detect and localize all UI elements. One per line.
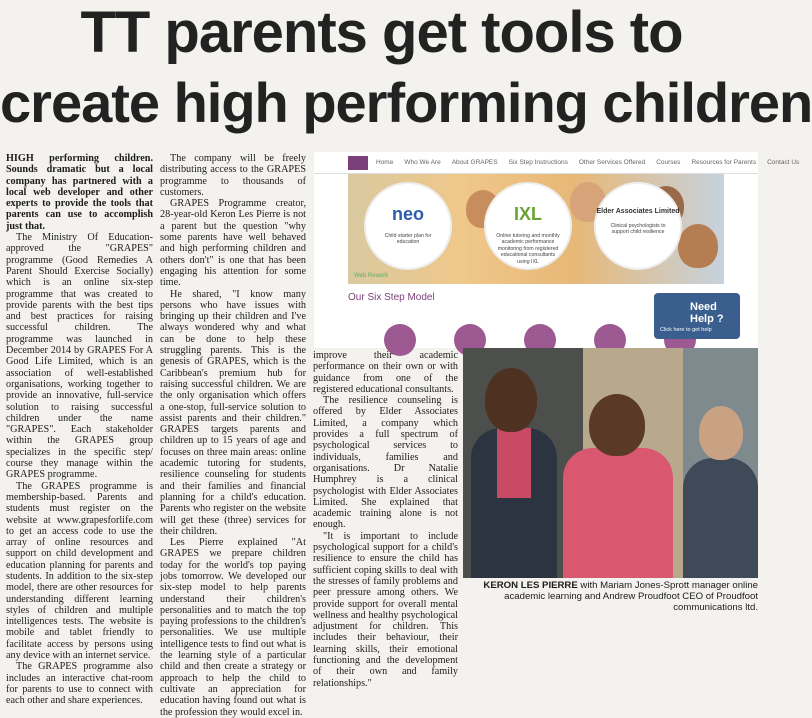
col1-paragraph: The Ministry Of Education-approved the "GRAPES" programme (Good Remedies A Parent Should Exercise Socially) which is an online six-step programme that was created to provide parents with the best tips and best practices for raising successful children. The programme was launched in December 2014 by GRAPES For A Good Life Limited, which is an association of well-established organisations, working together to provide an innovative, full-service solution to raising successful children under the name "GRAPES". Each stakeholder within the GRAPES group specializes in the specific step/ course they manage within the GRAPES programme. [6,232,153,481]
website-banner [348,174,724,284]
nav-item: Resources for Parents [691,159,757,166]
article-photo [463,348,758,578]
partner-desc: Clinical psychologists to support child resilience [610,223,666,236]
photo-caption [462,580,758,613]
headline-line-1: TT parents get tools to [80,0,683,65]
col1-paragraph: The GRAPES programme also includes an interactive chat-room for parents to use to connect with each other and share experiences. [6,661,153,707]
need-help-widget [654,293,740,339]
grapes-website-screenshot [314,152,800,348]
col2-paragraph: The company will be freely distributing access to the GRAPES programme to thousands of customers. [160,153,306,198]
partner-desc: Online tutoring and monthly academic performance monitoring from registered educational consultants using IXL [496,233,560,265]
col3-paragraph: improve their academic performance on their own or with guidance from one of the registered educational consultants. [313,350,458,395]
need-help-subtitle: Click here to get help [660,327,712,333]
partner-brand: Elder Associates Limited [596,208,680,215]
grapes-logo [348,156,368,170]
caption-name: KERON LES PIERRE [483,580,578,591]
web-watermark: Web Rework [354,273,389,279]
caption-text: with Mariam Jones-Sprott manager online academic learning and Andrew Proudfoot CEO of Proudfoot communications ltd. [504,580,758,613]
col1-paragraph: The GRAPES programme is membership-based. Parents and students must register on the website at www.grapesforlife.com to get an access code to use the array of online resources and support on child development and education planning for parents and students. In addition to the six-step model, there are other resources for understanding different learning styles of children and multiple intelligences tests. The website is mobile and tablet friendly to facilitate access by persons using any device with an internet service. [6,480,153,662]
headline-line-2: create high performing children [0,71,812,134]
nav-item: Six Step Instructions [508,159,568,166]
article-lead: HIGH performing children. Sounds dramatic but a local company has partnered with a local web developer and other experts to provide the tools that parents can use to accomplish just that. [6,153,153,232]
nav-item: Other Services Offered [578,159,646,166]
article-column-2 [160,153,306,718]
need-help-title: Need Help ? [690,301,724,325]
partner-card-elder [594,182,682,270]
nav-item: Courses [656,159,681,166]
six-step-title: Our Six Step Model [348,292,435,303]
col2-paragraph: He shared, "I know many persons who have issues with bringing up their children and I've always wondered why and what can be done to help these struggling parents. This is the genesis of GRAPES, which is the Caribbean's premium hub for raising successful children. We are the only organisation which offers a one-stop, full-service solution to assist parents and their children." GRAPES targets parents and children up to 15 years of age and focuses on three main areas: online academic tutoring for students, resilience counseling for students and their families and financial planning for a child's education. Parents who register on the website will get these (three) services for their children. [160,288,306,537]
partner-card-neo [364,182,452,270]
website-nav-list [376,159,799,166]
partner-brand: IXL [513,204,542,224]
article-column-1 [6,153,153,707]
child-photo [678,224,718,268]
article-column-3 [313,350,458,689]
partner-card-ixl [484,182,572,270]
col3-paragraph: "It is important to include psychological support for a child's resilience to ensure the child has sufficient coping skills to deal with the stresses of family problems and peer pressure among others. We provide support for overall mental wellness and healthy psychological adjustment for children. This includes their behaviour, their learning skills, their emotional functioning and the development of their own and family relationships." [313,530,458,689]
col3-paragraph: The resilience counseling is offered by Elder Associates Limited, a company which provides a full spectrum of psychological services to individuals, families and organisations. Dr Natalie Humphrey is a clinical psychologist with Elder Associates Limited. She explained that academic training alone is not enough. [313,395,458,531]
website-nav-bar [314,152,800,174]
col2-paragraph: Les Pierre explained "At GRAPES we prepare children today for the world's top paying jobs tomorrow. We developed our six-step model to help parents understand their children's personalities and to match the top paying professions to the children's personalities. We use multiple intelligence tests to find out what is the learning style of a particular child and then create a strategy or approach to help the child to cultivate an appreciation for education having found out what is the profession they would excel in. [160,537,306,718]
nav-item: Contact Us [767,159,800,166]
partner-brand: neo [391,204,424,224]
nav-item: About GRAPES [451,159,498,166]
partner-desc: Child starter plan for education [384,233,432,246]
nav-item: Who We Are [404,159,441,166]
col2-paragraph: GRAPES Programme creator, 28-year-old Keron Les Pierre is not a parent but the question "why some parents have well behaved and high performing children and others don't" is one that has been engaging his attention for some time. [160,198,306,289]
nav-item: Home [376,159,394,166]
